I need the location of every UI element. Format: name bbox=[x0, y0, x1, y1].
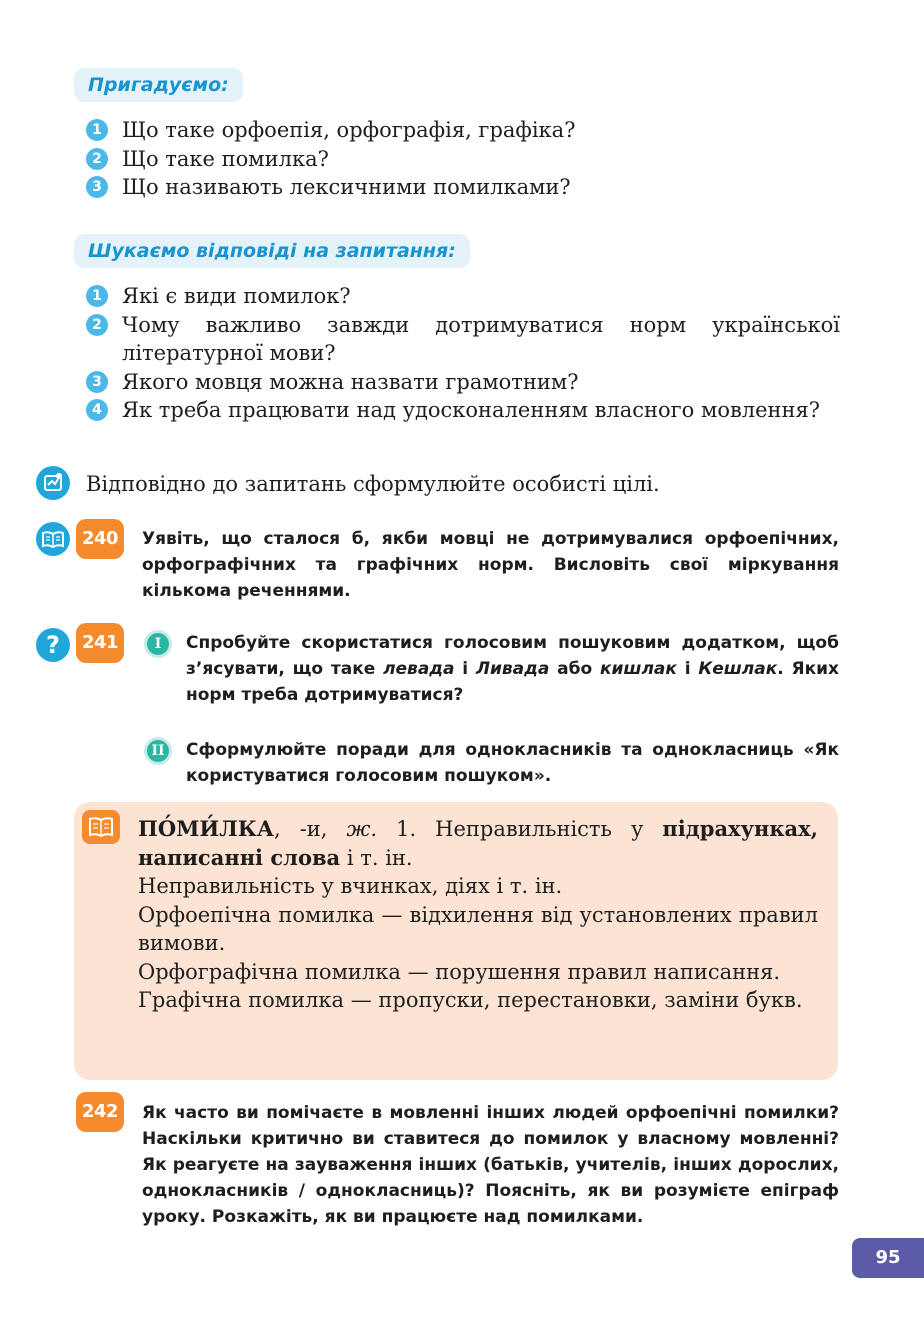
list-item bbox=[86, 368, 840, 397]
question-icon: ? bbox=[36, 628, 70, 662]
part-two-badge: II bbox=[144, 737, 172, 765]
list-item bbox=[86, 282, 840, 311]
word-kyshlak: кишлак bbox=[599, 659, 677, 679]
book-icon bbox=[36, 522, 70, 556]
list-item bbox=[86, 173, 840, 202]
questions-list bbox=[86, 282, 840, 425]
list-item bbox=[86, 311, 840, 368]
exercise-240-text: Уявіть, що сталося б, якби мовці не дотримувалися орфоепічних, орфографічних та графічних норм. Висловіть свої міркування кількома реченнями. bbox=[142, 529, 839, 601]
page-number: 95 bbox=[852, 1238, 924, 1278]
list-item-text: Що таке помилка? bbox=[122, 146, 329, 171]
word-lyvada: Ливада bbox=[475, 659, 550, 679]
exercise-241-part1 bbox=[186, 630, 839, 708]
list-item bbox=[86, 145, 840, 174]
list-item bbox=[86, 396, 840, 425]
exercise-241-part2: Сформулюйте поради для однокласників та однокласниць «Як користуватися голосовим пошуком». bbox=[186, 740, 839, 786]
number-badge: 3 bbox=[86, 371, 108, 393]
definition-sense-1 bbox=[138, 815, 818, 872]
part-one-badge: I bbox=[144, 630, 172, 658]
definition-line: Орфоепічна помилка — відхилення від установлених правил вимови. bbox=[138, 902, 818, 955]
list-item-text: Що таке орфоепія, орфографія, графіка? bbox=[122, 118, 576, 142]
text-run: 1. Неправильність у bbox=[377, 817, 663, 841]
text-run: і bbox=[676, 659, 699, 679]
text-run-bold: підрахунках, написанні слова bbox=[138, 816, 818, 870]
list-item-text: Що називають лексичними помилками? bbox=[122, 175, 571, 199]
text-run: . Яких норм треба дотримуватися? bbox=[186, 659, 840, 705]
text-run: або bbox=[549, 659, 600, 679]
definition-line: Неправильність у вчинках, діях і т. ін. bbox=[138, 874, 563, 898]
number-badge: 2 bbox=[86, 148, 108, 170]
number-badge: 3 bbox=[86, 176, 108, 198]
goals-icon bbox=[36, 466, 70, 500]
number-badge: 2 bbox=[86, 314, 108, 336]
exercise-242-text: Як часто ви помічаєте в мовленні інших людей орфоепічні помилки? Наскільки критично ви ставитеся до помилок у власному мовленні? Як реагуєте на зауваження інших (батьків, учителів, інших дорослих, однокласників / однокласниць)? Поясніть, як ви розумієте епіграф уроку. Розкажіть, як ви працюєте над помилками. bbox=[142, 1103, 839, 1227]
word-keshlak: Кешлак bbox=[698, 659, 778, 679]
text-run: і т. ін. bbox=[340, 845, 413, 870]
number-badge: 4 bbox=[86, 399, 108, 421]
goals-text: Відповідно до запитань сформулюйте особисті цілі. bbox=[86, 472, 660, 496]
exercise-number: 242 bbox=[76, 1092, 124, 1132]
word-levada: левада bbox=[383, 659, 455, 679]
list-item-text: Які є види помилок? bbox=[122, 284, 351, 308]
text-run: Спробуйте скористатися голосовим пошуковим додатком, щоб з’ясувати, що таке bbox=[186, 633, 839, 679]
number-badge: 1 bbox=[86, 119, 108, 141]
definition-line: Графічна помилка — пропуски, перестановки, заміни букв. bbox=[138, 988, 803, 1012]
recall-list bbox=[86, 116, 840, 202]
recall-heading: Пригадуємо: bbox=[74, 68, 243, 102]
dictionary-icon bbox=[82, 810, 120, 844]
grammar-note: , -и, bbox=[274, 817, 347, 841]
exercise-number: 240 bbox=[76, 519, 124, 559]
questions-heading: Шукаємо відповіді на запитання: bbox=[74, 234, 470, 268]
list-item bbox=[86, 116, 840, 145]
definition-text bbox=[138, 815, 818, 1015]
list-item-text: Чому важливо завжди дотримуватися норм української літературної мови? bbox=[122, 312, 840, 365]
list-item-text: Якого мовця можна назвати грамотним? bbox=[122, 369, 579, 394]
headword: ПО́МИ́ЛКА bbox=[138, 816, 274, 841]
gender-note: ж. bbox=[346, 817, 378, 841]
exercise-number: 241 bbox=[76, 623, 124, 663]
definition-line: Орфографічна помилка — порушення правил написання. bbox=[138, 959, 781, 984]
number-badge: 1 bbox=[86, 285, 108, 307]
text-run: і bbox=[454, 659, 476, 679]
list-item-text: Як треба працювати над удосконаленням власного мовлення? bbox=[122, 398, 821, 422]
